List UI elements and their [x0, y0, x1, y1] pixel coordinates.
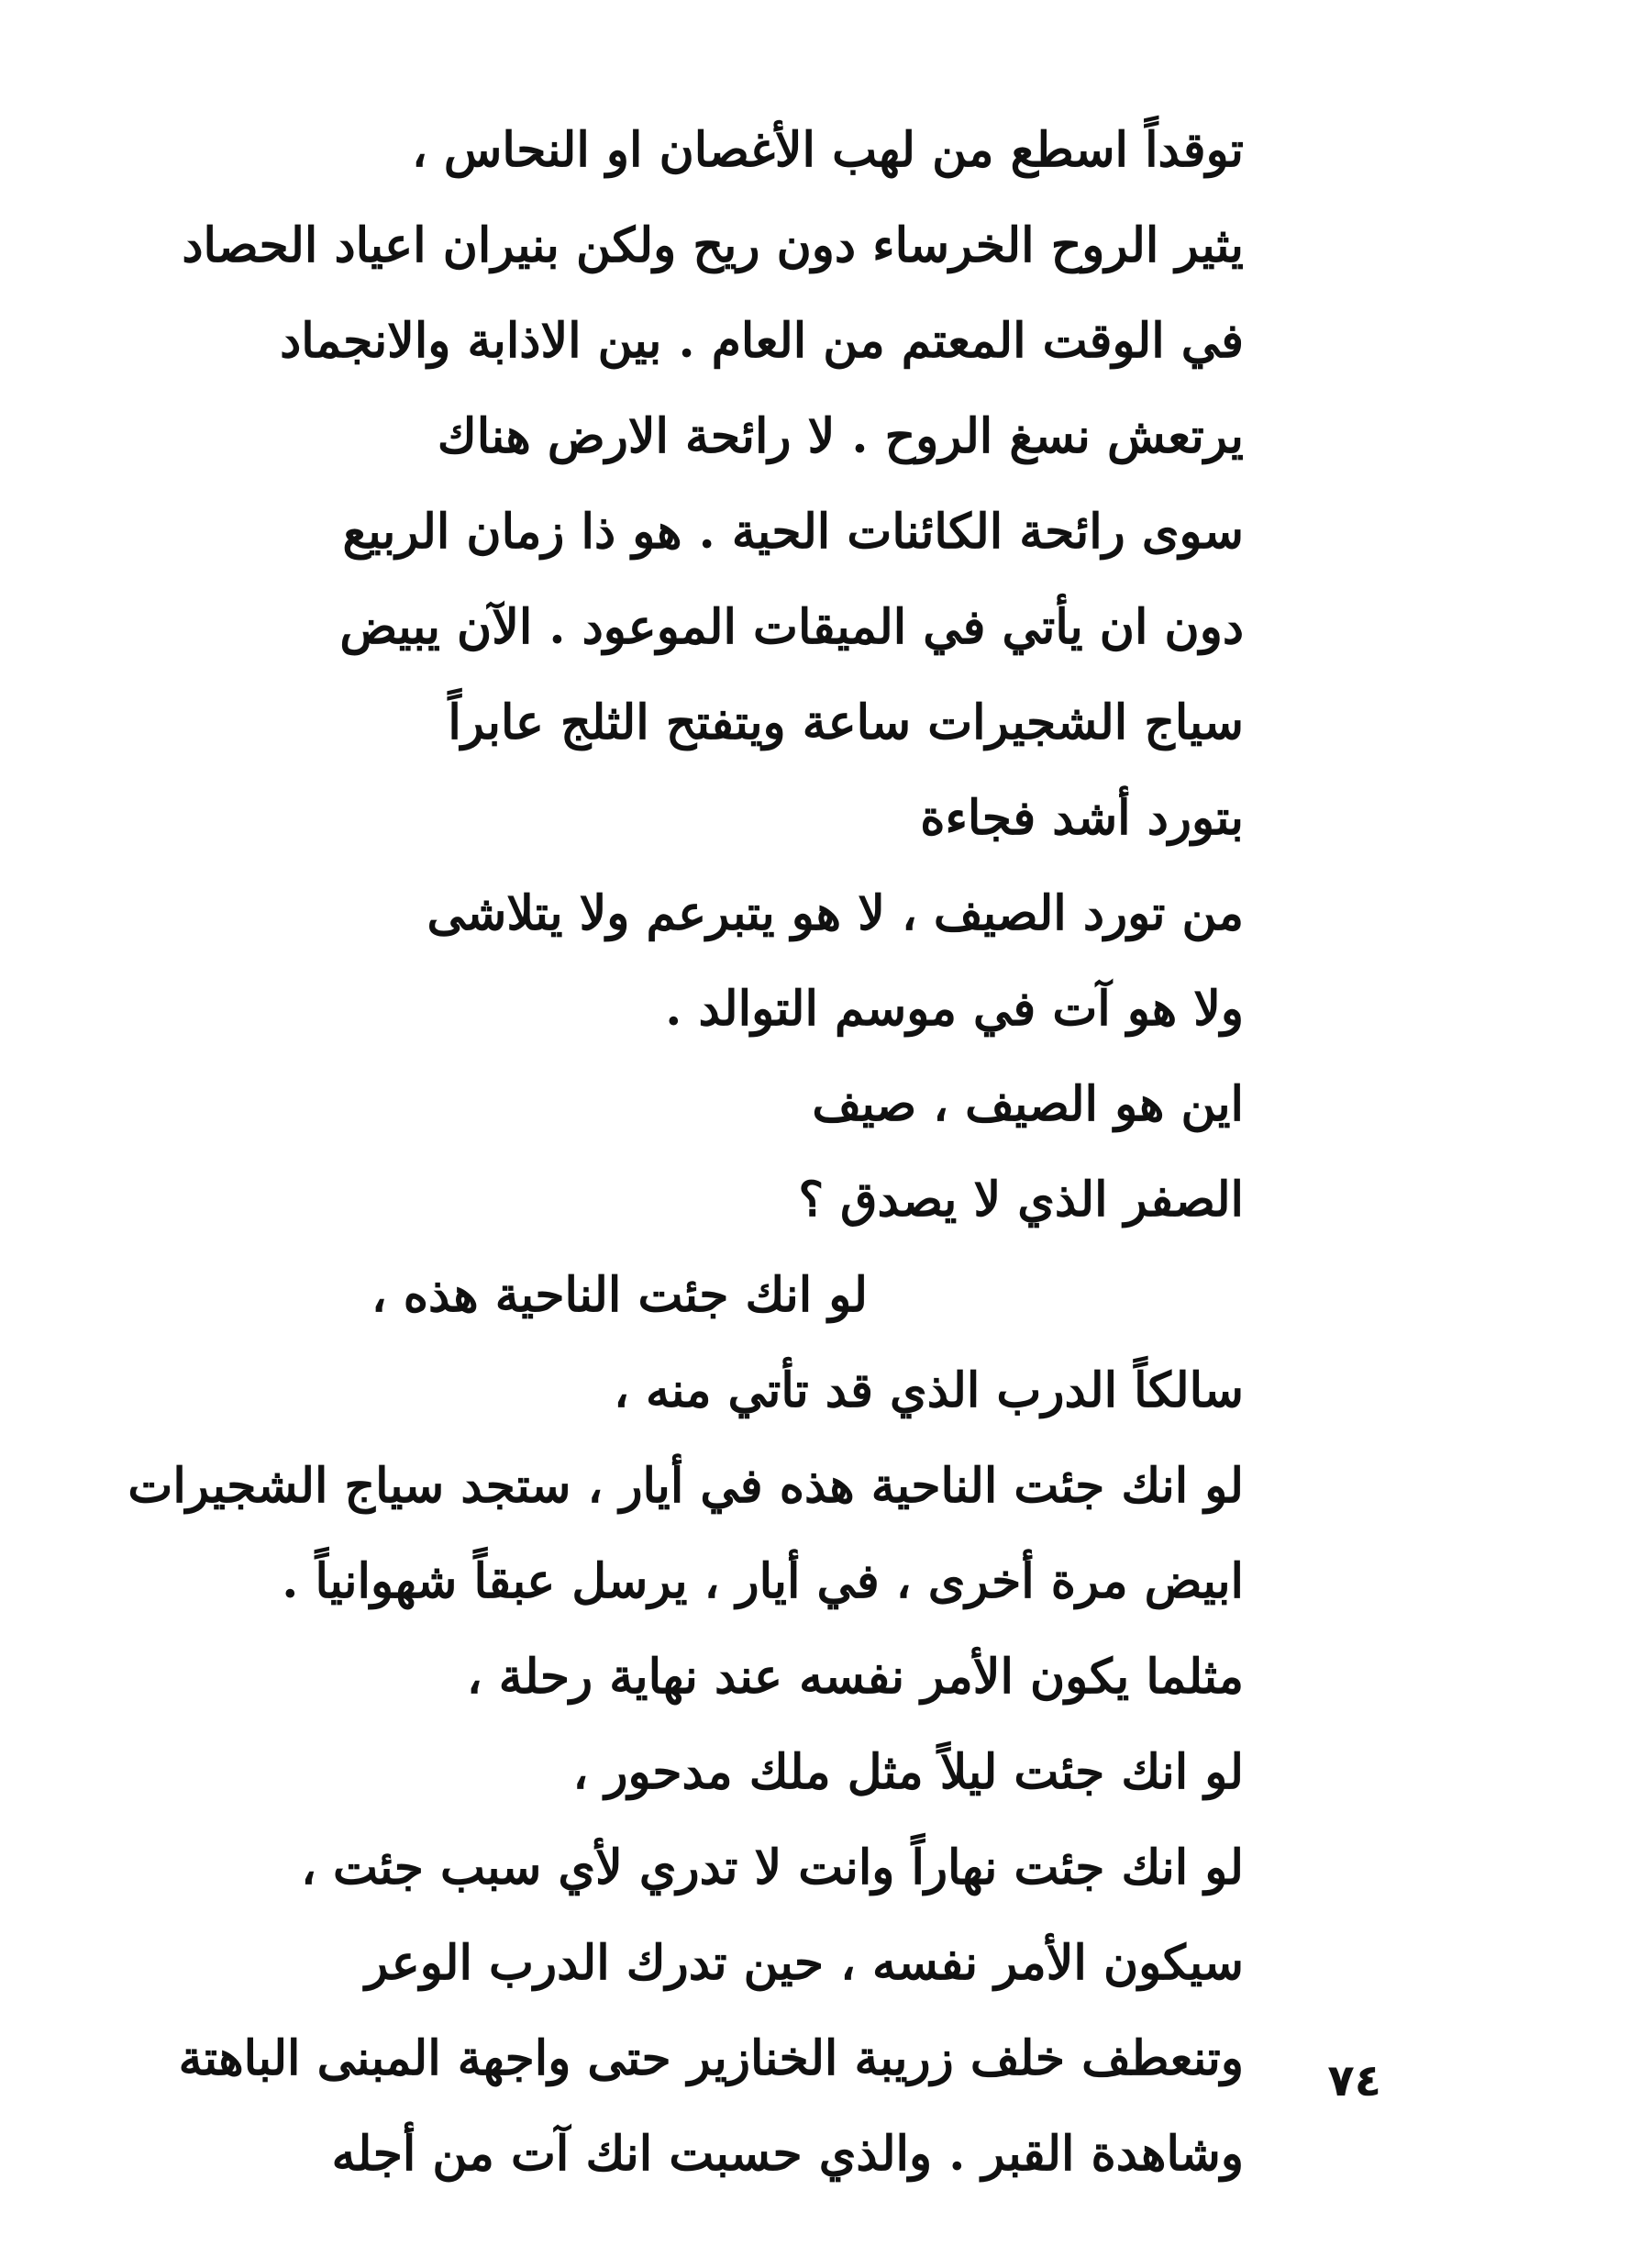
poem-line: لو انك جئت نهاراً وانت لا تدري لأي سبب جئت ، [301, 1840, 1244, 1896]
poem-line: سوى رائحة الكائنات الحية . هو ذا زمان الربيع [342, 504, 1244, 560]
poem-line: في الوقت المعتم من العام . بين الاذابة والانجماد [280, 313, 1244, 369]
poem-line: بتورد أشد فجاءة [920, 790, 1244, 846]
poem-line: ولا هو آت في موسم التوالد . [665, 981, 1244, 1037]
poem-line: سالكاً الدرب الذي قد تأتي منه ، [614, 1362, 1244, 1418]
poem-line: وشاهدة القبر . والذي حسبت انك آت من أجله [331, 2126, 1244, 2182]
poem-line: الصفر الذي لا يصدق ؟ [798, 1172, 1244, 1228]
poem-line: توقداً اسطع من لهب الأغصان او النحاس ، [412, 122, 1244, 178]
poem-line: مثلما يكون الأمر نفسه عند نهاية رحلة ، [466, 1649, 1244, 1705]
poem-line-indented: لو انك جئت الناحية هذه ، [371, 1267, 868, 1323]
poem-line: اين هو الصيف ، صيف [812, 1076, 1244, 1132]
poem-text [127, 103, 1244, 2202]
page-number: ٧٤ [1327, 2055, 1381, 2107]
poem-line: يثير الروح الخرساء دون ريح ولكن بنيران اعياد الحصاد [182, 217, 1244, 273]
poem-line: دون ان يأتي في الميقات الموعود . الآن يبيض [339, 599, 1244, 655]
poem-line: لو انك جئت الناحية هذه في أيار ، ستجد سياج الشجيرات [127, 1458, 1244, 1514]
poem-line: سيكون الأمر نفسه ، حين تدرك الدرب الوعر [365, 1935, 1244, 1991]
poem-line: يرتعش نسغ الروح . لا رائحة الارض هناك [437, 408, 1244, 464]
poem-line: وتنعطف خلف زريبة الخنازير حتى واجهة المبنى الباهتة [178, 2030, 1244, 2086]
poem-line: لو انك جئت ليلاً مثل ملك مدحور ، [572, 1744, 1244, 1800]
poem-line: من تورد الصيف ، لا هو يتبرعم ولا يتلاشى [427, 885, 1244, 941]
poem-line: ابيض مرة أخرى ، في أيار ، يرسل عبقاً شهوانياً . [282, 1553, 1244, 1609]
poem-line: سياج الشجيرات ساعة ويتفتح الثلج عابراً [448, 695, 1244, 750]
